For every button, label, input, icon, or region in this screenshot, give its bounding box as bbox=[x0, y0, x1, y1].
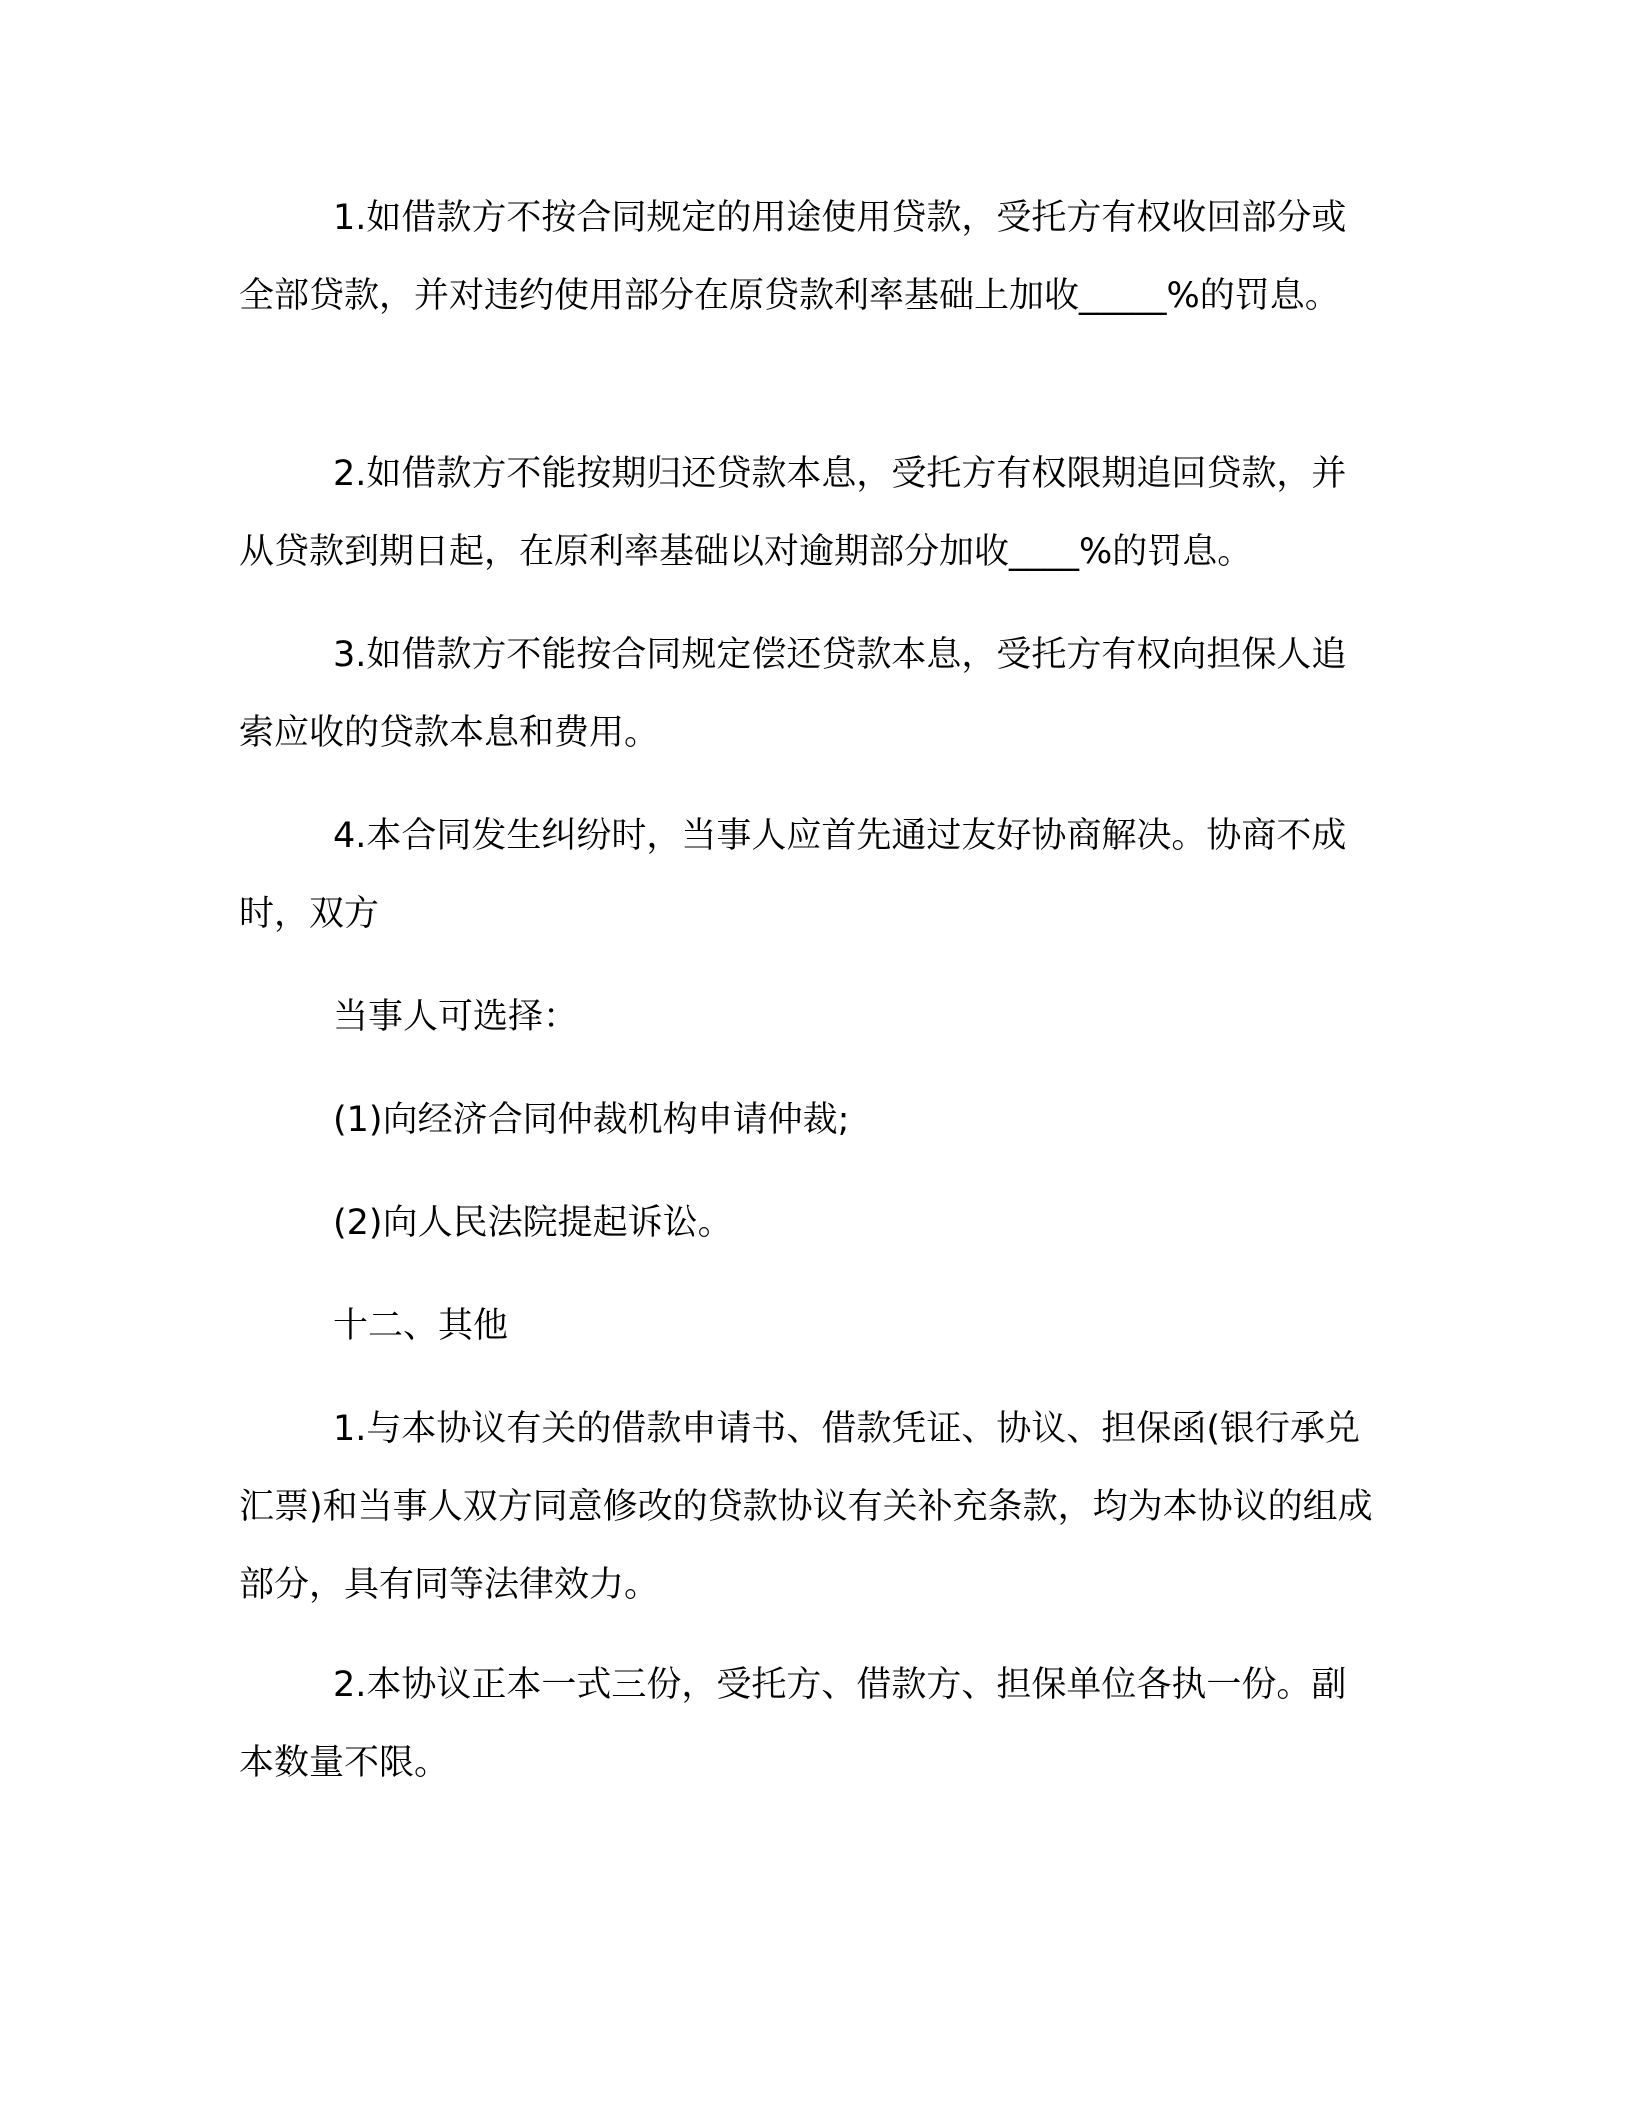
other-clause-1-related-documents: 1.与本协议有关的借款申请书、借款凭证、协议、担保函(银行承兑汇票)和当事人双方同意修改的贷款协议有关补充条款，均为本协议的组成部分，具有同等法律效力。 bbox=[239, 1409, 1373, 1605]
section-heading-other: 十二、其他 bbox=[333, 1306, 509, 1346]
dispute-options-intro: 当事人可选择： bbox=[333, 997, 579, 1037]
clause-1-penalty-misuse: 1.如借款方不按合同规定的用途使用贷款，受托方有权收回部分或全部贷款，并对违约使用部分在原贷款利率基础上加收_____%的罚息。 bbox=[239, 198, 1347, 316]
clause-4-dispute-resolution: 4.本合同发生纠纷时，当事人应首先通过友好协商解决。协商不成时，双方 bbox=[239, 816, 1347, 934]
clause-2-overdue-penalty: 2.如借款方不能按期归还贷款本息，受托方有权限期追回贷款，并从贷款到期日起，在原利率基础以对逾期部分加收____%的罚息。 bbox=[239, 454, 1347, 572]
dispute-option-litigation: (2)向人民法院提起诉讼。 bbox=[333, 1203, 733, 1243]
clause-3-guarantor-recovery: 3.如借款方不能按合同规定偿还贷款本息，受托方有权向担保人追索应收的贷款本息和费用。 bbox=[239, 635, 1347, 753]
dispute-option-arbitration: (1)向经济合同仲裁机构申请仲裁; bbox=[333, 1100, 850, 1140]
other-clause-2-copies: 2.本协议正本一式三份，受托方、借款方、担保单位各执一份。副本数量不限。 bbox=[239, 1665, 1347, 1783]
